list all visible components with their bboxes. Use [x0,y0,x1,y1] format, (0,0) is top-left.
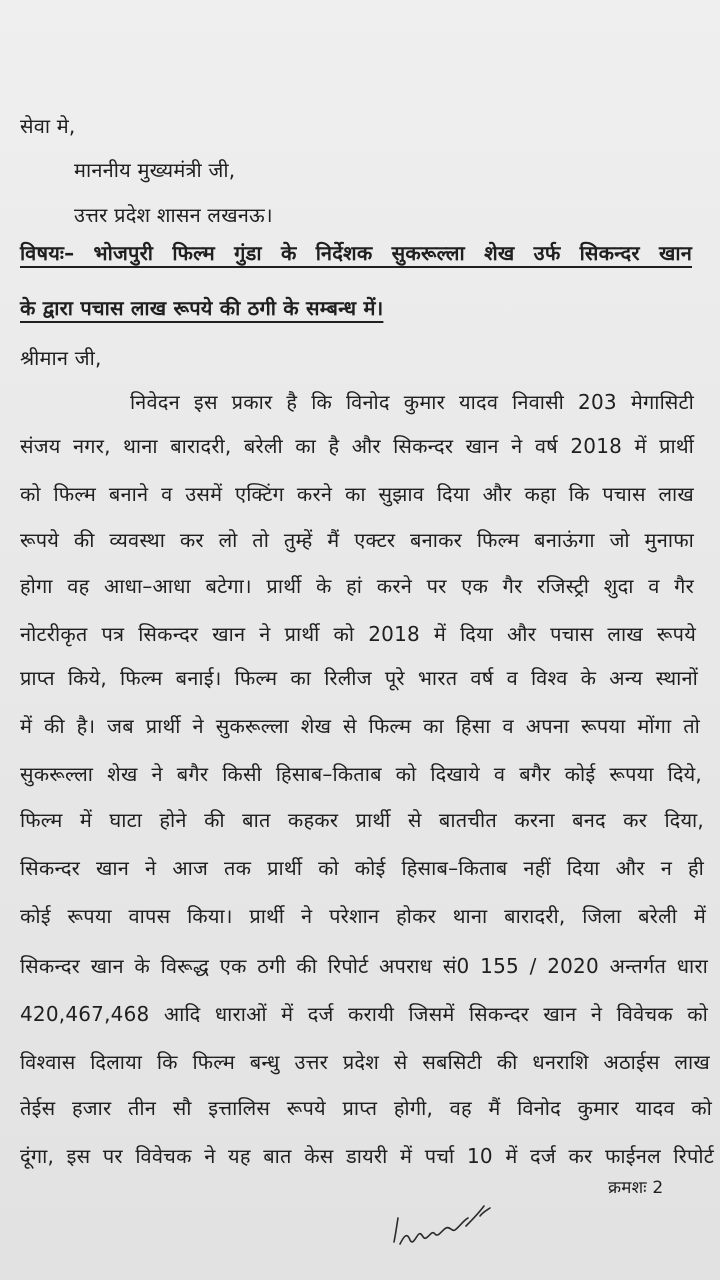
body-line: नोटरीकृत पत्र सिकन्दर खान ने प्रार्थी को 2018 में दिया और पचास लाख रूपये [20,622,696,646]
body-line: रूपये की व्यवस्था कर लो तो तुम्हें मैं एक्टर बनाकर फिल्म बनाऊंगा जो मुनाफा [20,528,694,552]
body-line: सिकन्दर खान ने आज तक प्रार्थी को कोई हिसाब–किताब नहीं दिया और न ही [20,856,704,880]
continued-marker: क्रमशः 2 [608,1178,664,1198]
body-line: सिकन्दर खान के विरूद्ध एक ठगी की रिपोर्ट अपराध सं0 155 / 2020 अन्तर्गत धारा [20,954,708,978]
subject-line-1: विषयः– भोजपुरी फिल्म गुंडा के निर्देशक सुकरूल्ला शेख उर्फ सिकन्दर खान [20,241,692,265]
body-line: विश्वास दिलाया कि फिल्म बन्धु उत्तर प्रदेश से सबसिटी की धनराशि अठाईस लाख [20,1050,710,1074]
greeting: श्रीमान जी, [20,346,102,370]
body-line: कोई रूपया वापस किया। प्रार्थी ने परेशान होकर थाना बारादरी, जिला बरेली में [20,904,706,928]
body-line: को फिल्म बनाने व उसमें एक्टिंग करने का सुझाव दिया और कहा कि पचास लाख [20,482,694,506]
body-line: सुकरूल्ला शेख ने बगैर किसी हिसाब–किताब को दिखाये व बगैर कोई रूपया दिये, [20,762,702,786]
body-line: दूंगा, इस पर विवेचक ने यह बात केस डायरी में पर्चा 10 में दर्ज कर फाईनल रिपोर्ट [20,1144,714,1168]
salutation-to: सेवा मे, [20,114,76,138]
body-line: में की है। जब प्रार्थी ने सुकरूल्ला शेख से फिल्म का हिसा व अपना रूपया मोंगा तो [20,714,700,738]
handwritten-signature [388,1196,498,1256]
body-line: 420,467,468 आदि धाराओं में दर्ज करायी जिसमें सिकन्दर खान ने विवेचक को [20,1002,708,1026]
body-line: फिल्म में घाटा होने की बात कहकर प्रार्थी से बातचीत करना बनद कर दिया, [20,808,704,832]
body-line: निवेदन इस प्रकार है कि विनोद कुमार यादव निवासी 203 मेगासिटी [130,390,694,414]
body-line: प्राप्त किये, फिल्म बनाई। फिल्म का रिलीज पूरे भारत वर्ष व विश्व के अन्य स्थानों [20,666,698,690]
body-line: संजय नगर, थाना बारादरी, बरेली का है और सिकन्दर खान ने वर्ष 2018 में प्रार्थी [20,434,694,458]
body-line: होगा वह आधा–आधा बटेगा। प्रार्थी के हां करने पर एक गैर रजिस्ट्री शुदा व गैर [20,574,694,598]
addressee-title: माननीय मुख्यमंत्री जी, [74,158,236,182]
addressee-office: उत्तर प्रदेश शासन लखनऊ। [74,203,273,227]
subject-line-2: के द्वारा पचास लाख रूपये की ठगी के सम्बन्ध में। [20,296,384,320]
body-line: तेईस हजार तीन सौ इत्तालिस रूपये प्राप्त होगी, वह मैं विनोद कुमार यादव को [20,1096,712,1120]
